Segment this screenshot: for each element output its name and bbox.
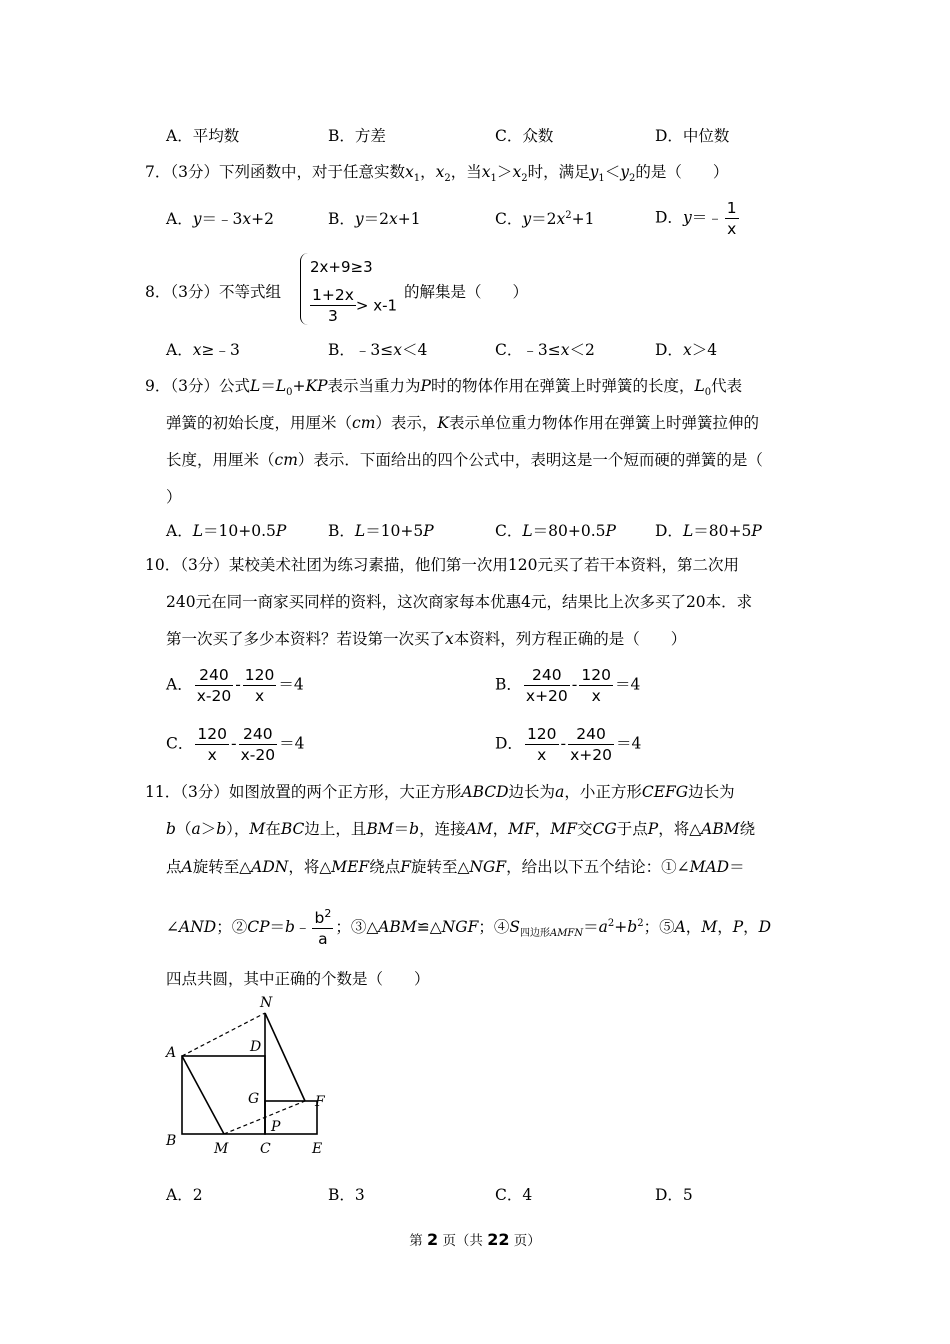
q9-option-c: C．L＝80+0.5P bbox=[495, 522, 616, 540]
q10-option-d: D． $\frac{120}{x}$ - $\frac{240}{x+20}$ ＝4 bbox=[495, 725, 642, 764]
geometry-figure bbox=[160, 993, 340, 1163]
q7-option-c: C．$y=2x^2+1$ bbox=[495, 209, 595, 228]
page-total: 22 bbox=[487, 1230, 510, 1249]
q9-stem-line1: 9．（3分）公式$L=L_0+KP$表示当重力为P时的物体作用在弹簧上时弹簧的长度，$L_0$代表 bbox=[145, 377, 743, 399]
inequality-2: $\frac{1+2x}{3}$ > x-1 bbox=[312, 286, 398, 325]
q11-stem-line1: 11．（3分）如图放置的两个正方形，大正方形ABCD边长为a，小正方形CEFG边长为 bbox=[145, 783, 735, 801]
q6-option-a: A．平均数 bbox=[166, 127, 240, 145]
q8-suffix: 的解集是（ ） bbox=[404, 283, 529, 301]
q7-option-b: B．y＝2x+1 bbox=[328, 210, 421, 228]
inequality-system bbox=[300, 253, 410, 329]
q9-stem-line2: 弹簧的初始长度，用厘米（cm）表示，K表示单位重力物体作用在弹簧上时弹簧拉伸的 bbox=[166, 414, 760, 432]
q6-option-b: B．方差 bbox=[328, 127, 386, 145]
q8-option-b: B．﹣3≤x＜4 bbox=[328, 341, 428, 359]
label-b: B bbox=[166, 1133, 177, 1149]
q11-option-b: B．3 bbox=[328, 1186, 365, 1204]
label-g: G bbox=[248, 1091, 260, 1107]
q11-stem-line3: 点A旋转至△ADN，将△MEF绕点F旋转至△NGF，给出以下五个结论：①∠MAD＝ bbox=[166, 858, 745, 876]
q10-stem-line2: 240元在同一商家买同样的资料，这次商家每本优惠4元，结果比上次多买了20本．求 bbox=[166, 593, 753, 611]
q10-option-c: C． $\frac{120}{x}$ - $\frac{240}{x-20}$ ＝4 bbox=[166, 725, 305, 764]
q9-option-d: D．L＝80+5P bbox=[655, 522, 762, 540]
inequality-1: 2x+9≥3 bbox=[310, 258, 373, 276]
label-f: F bbox=[315, 1094, 325, 1110]
q7-option-d: D．y＝﹣ $\frac{1}{x}$ bbox=[655, 199, 737, 238]
q8-stem: 8．（3分）不等式组 bbox=[145, 283, 282, 301]
label-d: D bbox=[250, 1039, 262, 1055]
q10-stem-line3: 第一次买了多少本资料？若设第一次买了x本资料，列方程正确的是（ ） bbox=[166, 630, 687, 648]
label-m: M bbox=[214, 1141, 229, 1157]
q6-option-c: C．众数 bbox=[495, 127, 554, 145]
q9-option-a: A．L＝10+0.5P bbox=[166, 522, 287, 540]
q8-option-d: D．x＞4 bbox=[655, 341, 718, 359]
q11-stem-line4: ∠AND；②CP＝b﹣ $\frac{b^2}{a}$ ；③△ABM≌△NGF；$④S_{四边形AMFN}=a^2+b^2$；⑤A，M，P，D bbox=[166, 906, 772, 948]
label-n: N bbox=[260, 995, 273, 1011]
q11-option-c: C．4 bbox=[495, 1186, 533, 1204]
page-number: 2 bbox=[427, 1230, 439, 1249]
q10-option-a: A． $\frac{240}{x-20}$ - $\frac{120}{x}$ ＝4 bbox=[166, 666, 304, 705]
q11-option-d: D．5 bbox=[655, 1186, 693, 1204]
q6-option-d: D．中位数 bbox=[655, 127, 730, 145]
label-c: C bbox=[260, 1141, 271, 1157]
page-footer: 第 2 页（共 22 页） bbox=[409, 1230, 541, 1249]
q8-option-a: A．x≥﹣3 bbox=[166, 341, 240, 359]
label-p: P bbox=[271, 1119, 281, 1135]
q7-option-a: A．y＝﹣3x+2 bbox=[166, 210, 274, 228]
segment-am bbox=[182, 1056, 224, 1134]
segment-nf bbox=[265, 1013, 305, 1101]
q7-stem: 7．（3分）下列函数中，对于任意实数$x_1$，$x_2$，当$x_1>x_2$时，满足$y_1<y_2$的是（ ） bbox=[145, 163, 729, 185]
q9-option-b: B．L＝10+5P bbox=[328, 522, 434, 540]
q11-stem-line2: b（a＞b），M在BC边上，且BM＝b，连接AM，MF，MF交CG于点P，将△ABM绕 bbox=[166, 820, 756, 838]
q8-option-c: C．﹣3≤x＜2 bbox=[495, 341, 595, 359]
q11-option-a: A．2 bbox=[166, 1186, 203, 1204]
label-a: A bbox=[166, 1045, 177, 1061]
q10-stem-line1: 10．（3分）某校美术社团为练习素描，他们第一次用120元买了若干本资料，第二次用 bbox=[145, 556, 739, 574]
q10-option-b: B． $\frac{240}{x+20}$ - $\frac{120}{x}$ ＝4 bbox=[495, 666, 641, 705]
brace-icon bbox=[300, 253, 309, 325]
label-e: E bbox=[312, 1141, 323, 1157]
q9-stem-line4: ） bbox=[166, 488, 182, 506]
q9-stem-line3: 长度，用厘米（cm）表示．下面给出的四个公式中，表明这是一个短而硬的弹簧的是（ bbox=[166, 451, 763, 469]
q11-stem-line5: 四点共圆，其中正确的个数是（ ） bbox=[166, 970, 430, 988]
